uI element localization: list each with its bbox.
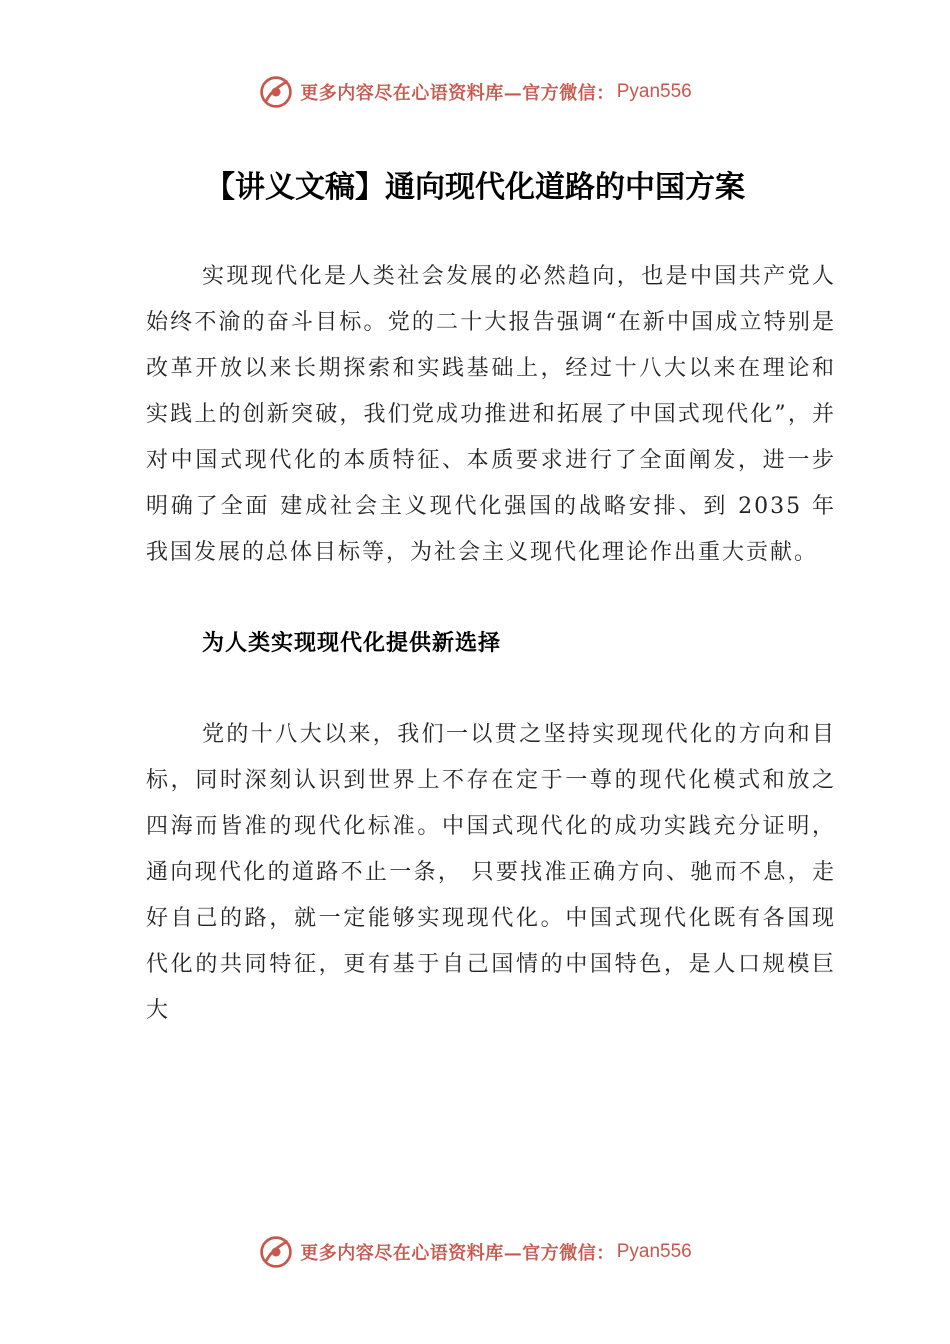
logo-icon <box>258 1234 294 1270</box>
logo-icon <box>258 74 294 110</box>
footer-banner <box>0 1232 950 1272</box>
wechat-id: Pyan556 <box>616 1241 692 1262</box>
document-title: 【讲义文稿】通向现代化道路的中国方案 <box>205 170 745 205</box>
paragraph-2: 党的十八大以来，我们一以贯之坚持实现现代化的方向和目标，同时深刻认识到世界上不存在定于一尊的现代化模式和放之四海而皆准的现代化标准。中国式现代化的成功实践充分证明，通向现代化的道路不止一条， 只要找准正确方向、驰而不息，走好自己的路，就一定能够实现现代化。中国式现代化既有各国现代化的共同特征，更有基于自己国情的中国特色，是人口规模巨大 <box>146 722 836 1023</box>
document-body <box>146 254 836 1034</box>
banner-text: 更多内容尽在心语资料库—官方微信： <box>300 1243 615 1264</box>
header-banner <box>0 72 950 112</box>
paragraph-1: 实现现代化是人类社会发展的必然趋向，也是中国共产党人始终不渝的奋斗目标。党的二十大报告强调“在新中国成立特别是改革开放以来长期探索和实践基础上，经过十八大以来在理论和实践上的创新突破，我们党成功推进和拓展了中国式现代化”，并对中国式现代化的本质特征、本质要求进行了全面阐发，进一步明确了全面 建成社会主义现代化强国的战略安排、到 2035 年我国发展的总体目标等，为社会主义现代化理论作出重大贡献。 <box>146 264 836 565</box>
banner-text: 更多内容尽在心语资料库—官方微信： <box>300 83 615 104</box>
wechat-id: Pyan556 <box>616 81 692 102</box>
section-heading: 为人类实现现代化提供新选择 <box>202 631 502 656</box>
